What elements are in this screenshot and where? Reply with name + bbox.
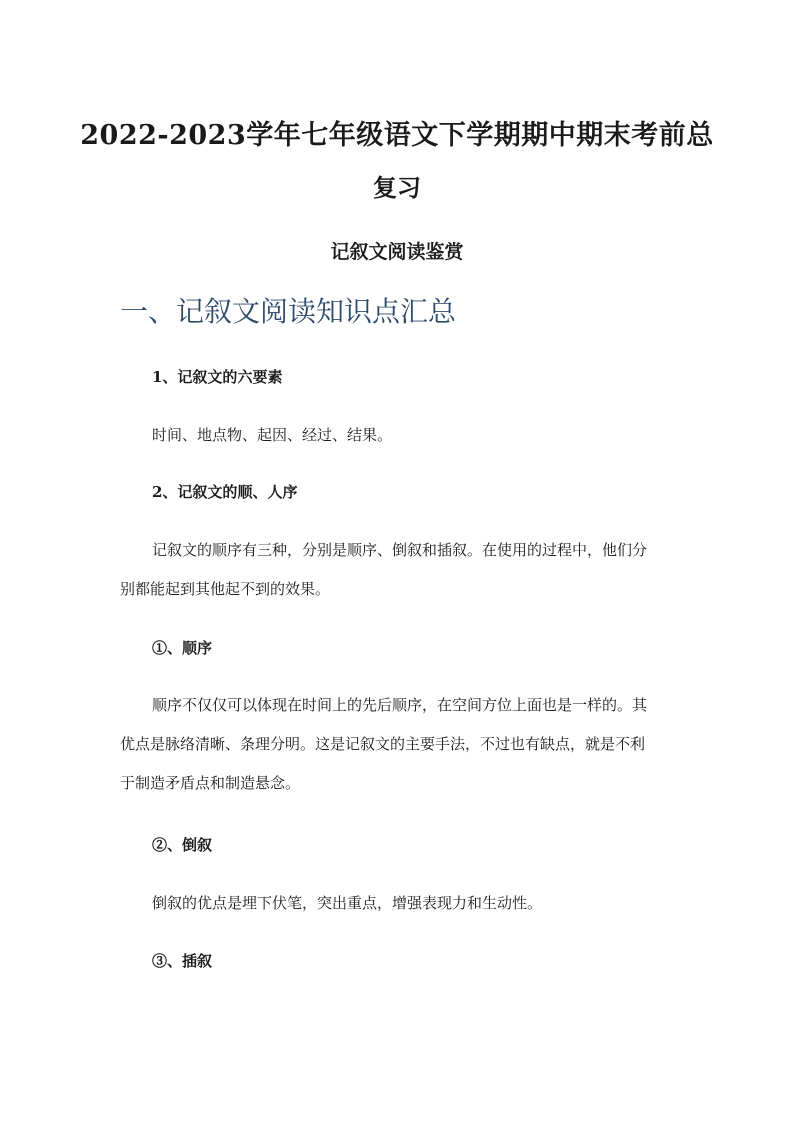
document-title-line-1: 2022-2023学年七年级语文下学期期中期末考前总 — [80, 120, 714, 151]
six-elements-heading: 1、记叙文的六要素 — [152, 368, 283, 386]
narrative-order-text-line-2: 别都能起到其他起不到的效果。 — [120, 580, 331, 598]
chaxu-heading: ③、插叙 — [152, 952, 213, 970]
daoxu-text: 倒叙的优点是埋下伏笔，突出重点，增强表现力和生动性。 — [152, 894, 543, 912]
document-title-line-2: 复习 — [373, 173, 421, 202]
shunxu-text-line-2: 优点是脉络清晰、条理分明。这是记叙文的主要手法，不过也有缺点，就是不利 — [120, 735, 646, 753]
shunxu-text-line-3: 于制造矛盾点和制造悬念。 — [120, 774, 301, 792]
section-heading: 一、记叙文阅读知识点汇总 — [120, 295, 457, 328]
six-elements-text: 时间、地点物、起因、经过、结果。 — [152, 426, 393, 444]
shunxu-text-line-1: 顺序不仅仅可以体现在时间上的先后顺序，在空间方位上面也是一样的。其 — [152, 696, 648, 714]
shunxu-heading: ①、顺序 — [152, 639, 213, 657]
document-subtitle: 记叙文阅读鉴赏 — [330, 241, 464, 263]
daoxu-heading: ②、倒叙 — [152, 836, 213, 854]
narrative-order-text-line-1: 记叙文的顺序有三种，分别是顺序、倒叙和插叙。在使用的过程中，他们分 — [152, 541, 648, 559]
narrative-order-heading: 2、记叙文的顺、人序 — [152, 483, 298, 501]
